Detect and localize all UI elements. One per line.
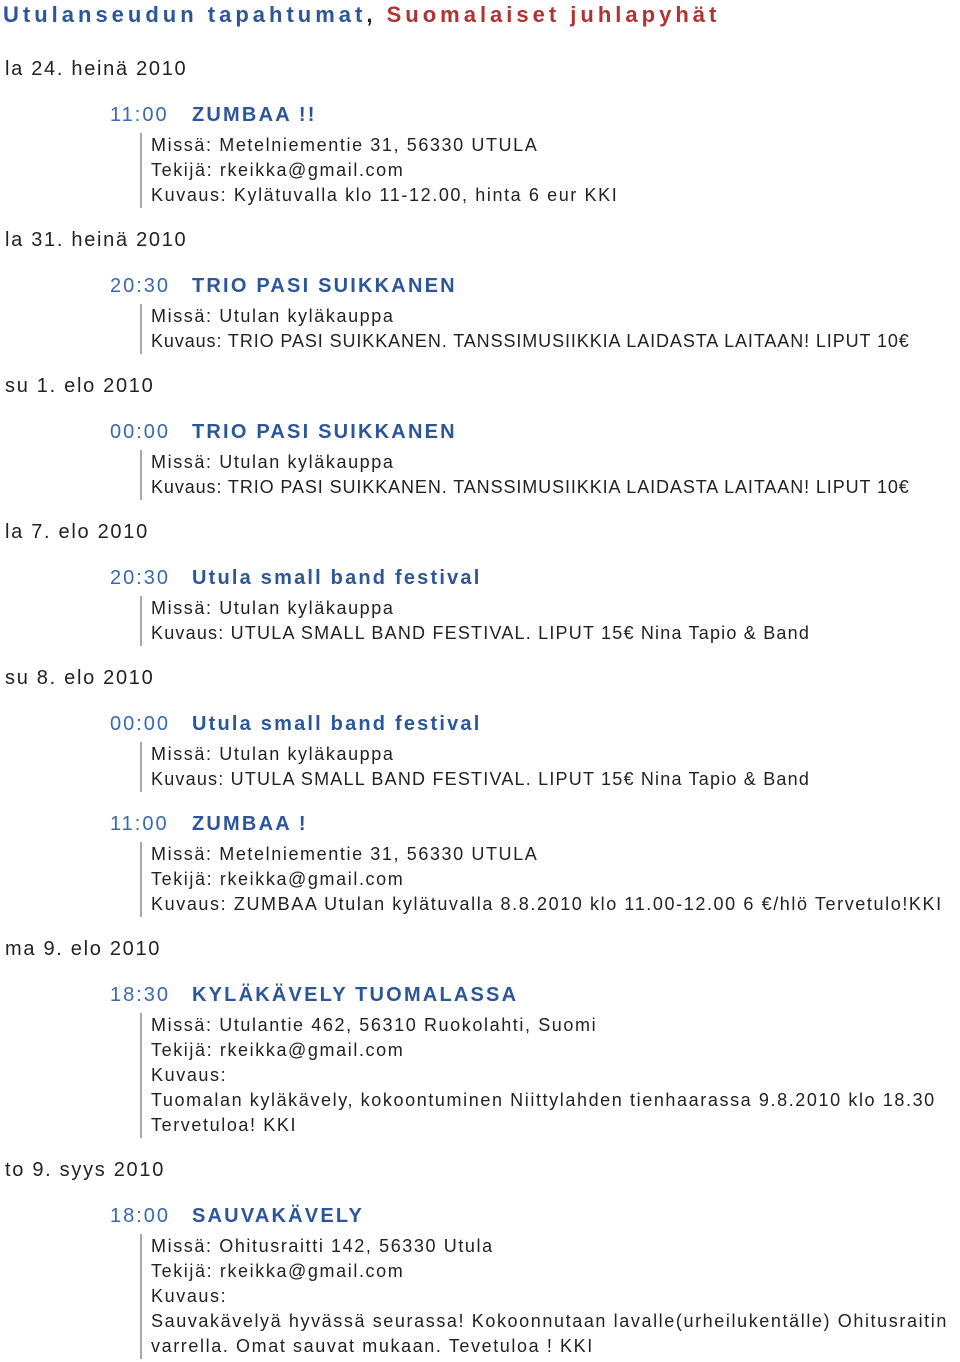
event-title: KYLÄKÄVELY TUOMALASSA <box>192 984 519 1006</box>
day-date: to 9. syys 2010 <box>5 1159 166 1181</box>
event-details <box>140 1234 960 1359</box>
event-location <box>151 450 960 475</box>
event-description <box>151 329 960 354</box>
day-la-24-heina-2010 <box>0 54 960 208</box>
event-location <box>151 742 960 767</box>
location-label: Missä: <box>151 306 213 326</box>
event-location <box>151 304 960 329</box>
organizer-label: Tekijä: <box>151 1261 214 1281</box>
event-title: Utula small band festival <box>192 713 482 735</box>
description-text: UTULA SMALL BAND FESTIVAL. LIPUT 15€ Nina Tapio & Band <box>230 623 811 643</box>
event-header <box>0 809 960 839</box>
day-la-7-elo-2010 <box>0 517 960 646</box>
description-text: Kylätuvalla klo 11-12.00, hinta 6 eur KKI <box>233 185 619 205</box>
event-title: ZUMBAA !! <box>192 104 317 126</box>
description-text: TRIO PASI SUIKKANEN. TANSSIMUSIIKKIA LAIDASTA LAITAAN! LIPUT 10€ <box>227 477 910 497</box>
calendar-name: Utulanseudun tapahtumat <box>3 2 367 27</box>
description-line: varrella. Omat sauvat mukaan. Tevetuloa ! KKI <box>151 1336 594 1356</box>
event-time: 20:30 <box>110 275 171 297</box>
event-description <box>151 892 960 917</box>
event-details <box>140 133 960 208</box>
location-value: Utulantie 462, 56310 Ruokolahti, Suomi <box>219 1015 598 1035</box>
location-value: Utulan kyläkauppa <box>219 306 395 326</box>
document-title <box>0 0 960 30</box>
description-text: ZUMBAA Utulan kylätuvalla 8.8.2010 klo 11.00-12.00 6 €/hlö Tervetulo!KKI <box>233 894 943 914</box>
organizer-label: Tekijä: <box>151 869 214 889</box>
description-label: Kuvaus: <box>151 1286 228 1306</box>
day-ma-9-elo-2010 <box>0 934 960 1138</box>
organizer-email: rkeikka@gmail.com <box>219 869 405 889</box>
description-line: Sauvakävelyä hyvässä seurassa! Kokoonnutaan lavalle(urheilukentälle) Ohitusraitin <box>151 1311 948 1331</box>
day-date: la 7. elo 2010 <box>5 521 149 543</box>
event-header <box>0 417 960 447</box>
event-time: 11:00 <box>110 813 169 835</box>
organizer-email: rkeikka@gmail.com <box>219 1040 405 1060</box>
event-zumbaa-1100 <box>0 100 960 208</box>
location-value: Metelniementie 31, 56330 UTULA <box>219 135 539 155</box>
description-line: Tuomalan kyläkävely, kokoontuminen Niittylahden tienhaarassa 9.8.2010 klo 18.30 <box>151 1090 936 1110</box>
event-location <box>151 1234 960 1259</box>
event-time: 18:30 <box>110 984 171 1006</box>
event-utula-small-band-festival-2030 <box>0 563 960 646</box>
location-label: Missä: <box>151 598 213 618</box>
event-time: 18:00 <box>110 1205 171 1227</box>
event-zumbaa-1100-aug <box>0 809 960 917</box>
day-date: la 31. heinä 2010 <box>5 229 188 251</box>
event-title: Utula small band festival <box>192 567 482 589</box>
day-date: su 1. elo 2010 <box>5 375 155 397</box>
event-location <box>151 133 960 158</box>
event-description <box>151 183 960 208</box>
event-description <box>151 1284 960 1309</box>
location-value: Utulan kyläkauppa <box>219 452 395 472</box>
event-details <box>140 1013 960 1138</box>
event-title: TRIO PASI SUIKKANEN <box>192 275 457 297</box>
description-label: Kuvaus: <box>151 1065 228 1085</box>
description-label: Kuvaus: <box>151 894 228 914</box>
location-value: Ohitusraitti 142, 56330 Utula <box>219 1236 494 1256</box>
day-date: ma 9. elo 2010 <box>5 938 162 960</box>
event-title: TRIO PASI SUIKKANEN <box>192 421 457 443</box>
location-label: Missä: <box>151 844 213 864</box>
event-organizer <box>151 1259 960 1284</box>
event-location <box>151 596 960 621</box>
location-label: Missä: <box>151 452 213 472</box>
location-value: Utulan kyläkauppa <box>219 744 395 764</box>
organizer-label: Tekijä: <box>151 160 214 180</box>
event-header <box>0 1201 960 1231</box>
description-label: Kuvaus: <box>151 769 225 789</box>
event-title: SAUVAKÄVELY <box>192 1205 365 1227</box>
event-utula-small-band-festival-0000 <box>0 709 960 792</box>
description-label: Kuvaus: <box>151 185 228 205</box>
event-organizer <box>151 1038 960 1063</box>
event-time: 00:00 <box>110 713 171 735</box>
title-separator: , <box>366 2 377 27</box>
description-line: Tervetuloa! KKI <box>151 1115 298 1135</box>
location-label: Missä: <box>151 135 213 155</box>
location-label: Missä: <box>151 1236 213 1256</box>
event-details <box>140 450 960 500</box>
event-location <box>151 842 960 867</box>
event-header <box>0 271 960 301</box>
holiday-calendar-name: Suomalaiset juhlapyhät <box>386 2 721 27</box>
description-label: Kuvaus: <box>151 477 223 497</box>
event-kylakavely-tuomalassa-1830 <box>0 980 960 1138</box>
event-header <box>0 100 960 130</box>
description-text: TRIO PASI SUIKKANEN. TANSSIMUSIIKKIA LAIDASTA LAITAAN! LIPUT 10€ <box>227 331 910 351</box>
day-date: su 8. elo 2010 <box>5 667 155 689</box>
event-time: 00:00 <box>110 421 171 443</box>
description-text: UTULA SMALL BAND FESTIVAL. LIPUT 15€ Nina Tapio & Band <box>230 769 811 789</box>
event-details <box>140 304 960 354</box>
day-la-31-heina-2010 <box>0 225 960 354</box>
organizer-email: rkeikka@gmail.com <box>219 1261 405 1281</box>
event-header <box>0 980 960 1010</box>
location-label: Missä: <box>151 744 213 764</box>
event-details <box>140 596 960 646</box>
event-trio-pasi-suikkanen-2030 <box>0 271 960 354</box>
organizer-email: rkeikka@gmail.com <box>219 160 405 180</box>
event-details <box>140 742 960 792</box>
location-label: Missä: <box>151 1015 213 1035</box>
location-value: Utulan kyläkauppa <box>219 598 395 618</box>
event-description <box>151 621 960 646</box>
event-sauvakavely-1800 <box>0 1201 960 1359</box>
event-organizer <box>151 158 960 183</box>
event-description <box>151 1063 960 1088</box>
event-description <box>151 767 960 792</box>
day-su-8-elo-2010 <box>0 663 960 917</box>
event-organizer <box>151 867 960 892</box>
event-trio-pasi-suikkanen-0000 <box>0 417 960 500</box>
description-label: Kuvaus: <box>151 623 225 643</box>
event-time: 20:30 <box>110 567 171 589</box>
organizer-label: Tekijä: <box>151 1040 214 1060</box>
event-header <box>0 709 960 739</box>
event-title: ZUMBAA ! <box>192 813 308 835</box>
day-to-9-syys-2010 <box>0 1155 960 1359</box>
event-header <box>0 563 960 593</box>
event-location <box>151 1013 960 1038</box>
day-su-1-elo-2010 <box>0 371 960 500</box>
event-details <box>140 842 960 917</box>
description-label: Kuvaus: <box>151 331 223 351</box>
event-description <box>151 475 960 500</box>
event-time: 11:00 <box>110 104 169 126</box>
day-date: la 24. heinä 2010 <box>5 58 188 80</box>
location-value: Metelniementie 31, 56330 UTULA <box>219 844 539 864</box>
